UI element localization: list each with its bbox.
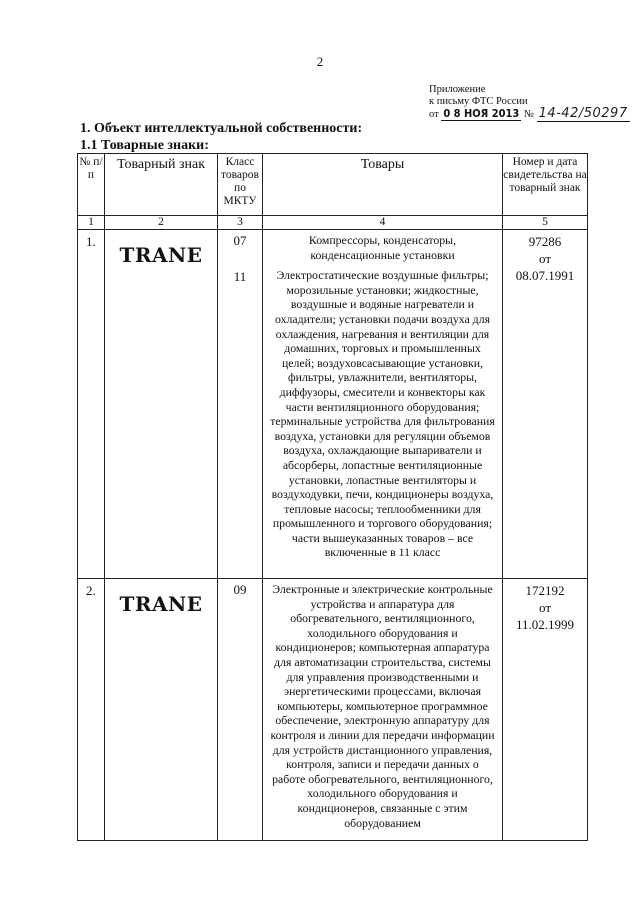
subsection-heading: 1.1 Товарные знаки: bbox=[80, 138, 209, 153]
row-number: 2. bbox=[78, 579, 105, 841]
class-value: 07 bbox=[233, 233, 247, 248]
column-number: 1 bbox=[78, 216, 105, 230]
registration-from: от bbox=[538, 251, 551, 266]
appendix-number-prefix: № bbox=[523, 109, 534, 120]
trademark-cell bbox=[105, 230, 218, 579]
appendix-letter-ref: к письму ФТС России bbox=[429, 96, 528, 107]
column-number: 5 bbox=[503, 216, 588, 230]
section-heading: 1. Объект интеллектуальной собственности: bbox=[80, 121, 363, 136]
column-number: 2 bbox=[105, 216, 218, 230]
goods-cell bbox=[263, 230, 503, 579]
registration-from: от bbox=[538, 600, 551, 615]
class-cell bbox=[218, 579, 263, 841]
trademark-cell bbox=[105, 579, 218, 841]
table-row bbox=[78, 230, 588, 579]
appendix-date-prefix: от bbox=[429, 109, 439, 120]
registration-date: 08.07.1991 bbox=[515, 268, 575, 283]
registration-number: 172192 bbox=[525, 583, 565, 598]
header-goods: Товары bbox=[263, 154, 503, 216]
goods-text: Электростатические воздушные фильтры; морозильные установки; жидкостные, воздушные и водяные нагреватели и охладители; установки подачи воздуха для охлаждения, нагревания и вентиляции для домашних, торговых и промышленных целей; воздуховсасывающие установки, фильтры, увлажнители, вентиляторы, диффузоры, смесители и конвекторы как части вентиляционного оборудования; терминальные устройства для фильтрования воздуха, установки для регуляции объемов воздуха, охлаждающие выпариватели и абсорберы, лопастные вентиляционные установки, лопастные вентиляторы и воздуходувки, печи, кондиционеры воздуха, тепловые насосы; теплообменники для промышленного и торгового оборудования; части вышеуказанных товаров – все включенные в 11 класс bbox=[270, 268, 495, 560]
column-number-row bbox=[78, 216, 588, 230]
appendix-date-stamp: 0 8 НОЯ 2013 bbox=[443, 107, 520, 120]
appendix-title: Приложение bbox=[429, 84, 486, 95]
row-number: 1. bbox=[78, 230, 105, 579]
header-num: № п/п bbox=[78, 154, 105, 216]
goods-text: Компрессоры, конденсаторы, конденсационные установки bbox=[308, 233, 457, 262]
class-cell bbox=[218, 230, 263, 579]
class-value: 11 bbox=[233, 269, 247, 284]
registration-date: 11.02.1999 bbox=[515, 617, 575, 632]
table-header-row bbox=[78, 154, 588, 216]
trane-logo: TRANE bbox=[119, 243, 203, 267]
registration-number: 97286 bbox=[528, 234, 562, 249]
appendix-date-line bbox=[429, 108, 630, 121]
registration-cell bbox=[503, 230, 588, 579]
registration-cell bbox=[503, 579, 588, 841]
appendix-block bbox=[429, 84, 630, 121]
goods-cell bbox=[263, 579, 503, 841]
trademark-table bbox=[77, 153, 588, 841]
column-number: 3 bbox=[218, 216, 263, 230]
header-class: Класс товаров по МКТУ bbox=[218, 154, 263, 216]
trane-logo: TRANE bbox=[119, 592, 203, 616]
page-number: 2 bbox=[316, 54, 324, 69]
column-number: 4 bbox=[263, 216, 503, 230]
class-value: 09 bbox=[233, 582, 247, 597]
appendix-doc-number: 14-42/50297 bbox=[538, 106, 628, 121]
table-row bbox=[78, 579, 588, 841]
header-mark: Товарный знак bbox=[105, 154, 218, 216]
header-registration: Номер и дата свидетельства на товарный знак bbox=[503, 154, 588, 216]
goods-text: Электронные и электрические контрольные устройства и аппаратура для обогревательного, вентиляционного, холодильного оборудования и кондиционеров; компьютерная аппаратура для автоматизации строительства, системы для управления производственными и энергетическими процессами, включая компьютеры, компьютерное программное обеспечение, электронную аппаратуру для контроля и линии для передачи информации для устройств дистанционного управления, контроля, записи и передачи данных о работе обогревательного, вентиляционного, холодильного оборудования и кондиционеров, связанные с этим оборудованием bbox=[270, 582, 495, 830]
